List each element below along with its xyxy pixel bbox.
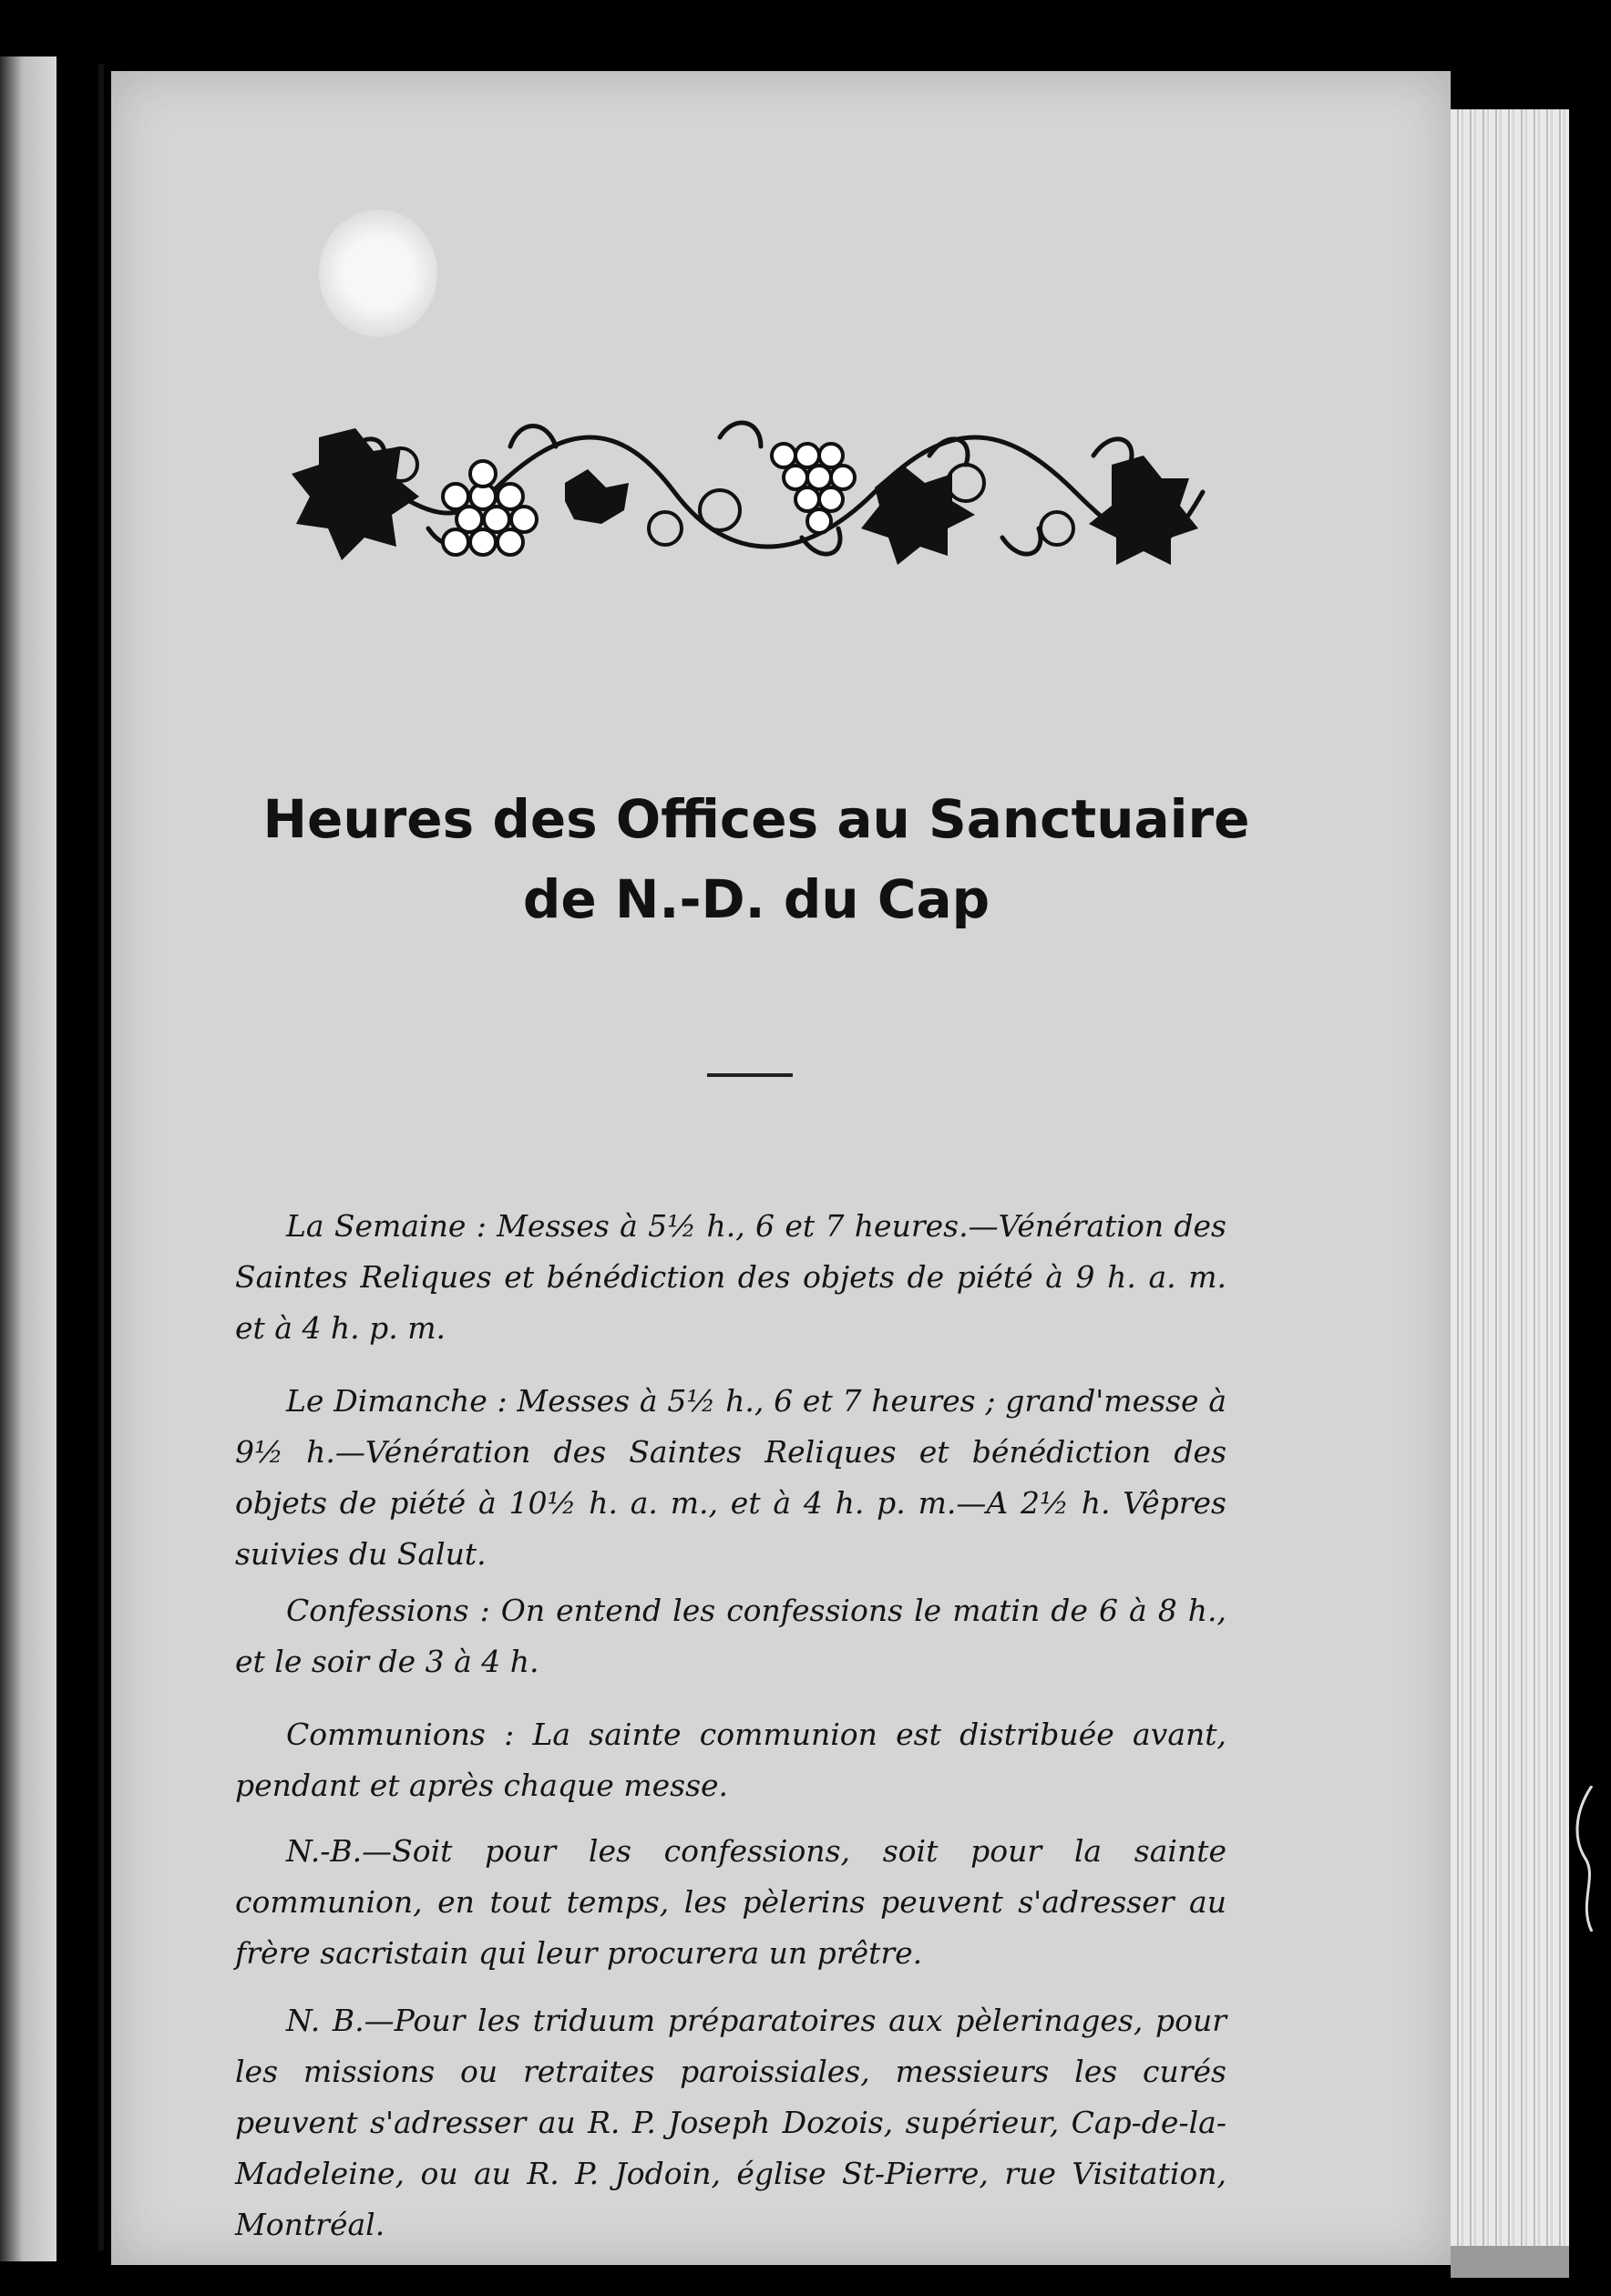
paragraph-text: N. B.—Pour les triduum préparatoires aux pèlerinages, pour les missions ou retraites paroissiales, messieurs les curés peuvent s'adresser au R. P. Joseph Dozois, supérieur, Cap-de-la-Madeleine, ou au R. P. Jodoin, église St-Pierre, rue Visitation, Montréal. <box>235 2003 1226 2242</box>
paragraph-text: Communions : La sainte communion est distribuée avant, pendant et après chaque messe. <box>235 1717 1226 1803</box>
page-title-line-2: de N.-D. du Cap <box>522 868 990 930</box>
paragraph-text: Confessions : On entend les confessions le matin de 6 à 8 h., et le soir de 3 à 4 h. <box>235 1593 1226 1679</box>
page-title-line-1: Heures des Offices au Sanctuaire <box>262 788 1250 850</box>
grapevine-ornament-icon <box>292 401 1221 583</box>
binding-gutter <box>98 64 104 2250</box>
paragraph-confessions <box>235 1585 1226 1687</box>
paragraph-text: N.-B.—Soit pour les confessions, soit pour la sainte communion, en tout temps, les pèlerins peuvent s'adresser au frère sacristain qui leur procurera un prêtre. <box>235 1833 1226 1971</box>
page-stack-shadow <box>1451 2246 1569 2278</box>
paragraph-nb-2 <box>235 1995 1226 2250</box>
paragraph-semaine <box>235 1201 1226 1354</box>
facing-page-edge <box>0 56 56 2261</box>
paragraph-dimanche <box>235 1376 1226 1580</box>
paragraph-text: La Semaine : Messes à 5½ h., 6 et 7 heures.—Vénération des Saintes Reliques et bénédiction des objets de piété à 9 h. a. m. et à 4 h. p. m. <box>235 1208 1226 1346</box>
paragraph-communions <box>235 1709 1226 1811</box>
page-edge-mark <box>1569 1786 1596 1932</box>
paper-smudge <box>319 210 437 337</box>
title-divider <box>707 1073 793 1077</box>
paragraph-nb-1 <box>235 1826 1226 1979</box>
paragraph-text: Le Dimanche : Messes à 5½ h., 6 et 7 heures ; grand'messe à 9½ h.—Vénération des Saintes Reliques et bénédiction des objets de piété à 10½ h. a. m., et à 4 h. p. m.—A 2½ h. Vêpres suivies du Salut. <box>235 1383 1226 1572</box>
page-stack-edge <box>1451 109 1569 2278</box>
